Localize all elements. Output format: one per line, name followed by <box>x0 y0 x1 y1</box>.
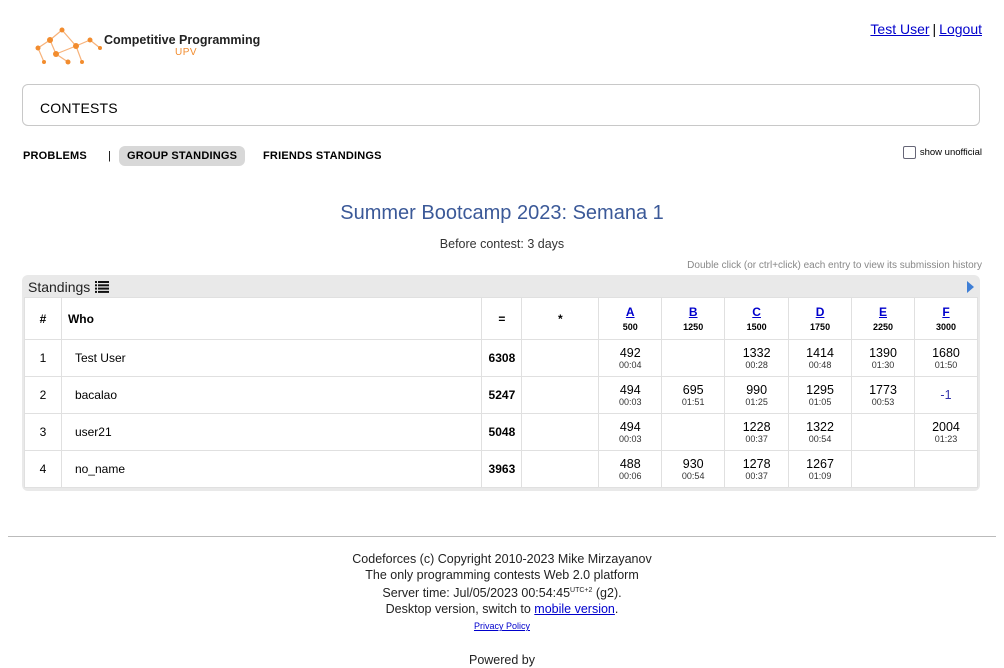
standings-hint: Double click (or ctrl+click) each entry to view its submission history <box>687 260 982 271</box>
problem-result-cell[interactable] <box>914 414 977 451</box>
total-score: 5247 <box>482 377 522 414</box>
main-menu <box>22 84 980 126</box>
result-time: 00:04 <box>618 359 642 370</box>
tab-friends-standings[interactable]: FRIENDS STANDINGS <box>263 150 382 162</box>
result-value: 1267 <box>806 456 834 471</box>
result-value: 1228 <box>742 419 771 434</box>
tab-separator: | <box>108 150 111 162</box>
result-time: 00:54 <box>681 470 705 481</box>
user-profile-link[interactable]: Test User <box>870 21 930 37</box>
problem-result-cell[interactable] <box>725 414 789 451</box>
result-value: 1390 <box>869 345 897 360</box>
header-problem-c <box>725 298 789 340</box>
server-node: (g2). <box>592 586 622 601</box>
problem-result-cell[interactable] <box>789 340 852 377</box>
problem-result-cell[interactable] <box>662 414 725 451</box>
standings-frame <box>22 275 980 491</box>
server-timezone: UTC+2 <box>570 587 593 594</box>
result-value: 1773 <box>869 382 897 397</box>
rank-cell: 4 <box>25 451 62 488</box>
participant-name[interactable]: bacalao <box>61 377 481 414</box>
problem-link-d[interactable]: D <box>815 305 825 319</box>
problem-result-cell[interactable] <box>789 451 852 488</box>
result-value: 494 <box>619 382 641 397</box>
footer-desktop-version <box>0 601 1004 617</box>
participant-name[interactable]: no_name <box>61 451 481 488</box>
show-unofficial-toggle[interactable] <box>903 146 982 159</box>
problem-result-cell[interactable] <box>725 340 789 377</box>
logo-title: Competitive Programming <box>104 33 261 47</box>
problem-points: 2250 <box>872 322 894 332</box>
problem-link-a[interactable]: A <box>625 305 635 319</box>
result-value: -1 <box>940 388 952 402</box>
footer-server-time <box>0 583 1004 601</box>
rank-cell: 3 <box>25 414 62 451</box>
table-row[interactable] <box>25 340 978 377</box>
problem-points: 1250 <box>683 322 704 332</box>
header-problem-d <box>789 298 852 340</box>
menu-item-contests[interactable]: CONTESTS <box>40 100 118 116</box>
total-score: 5048 <box>482 414 522 451</box>
logo-graph-icon <box>32 26 104 68</box>
result-time: 00:48 <box>808 359 832 370</box>
problem-result-cell[interactable] <box>725 377 789 414</box>
tab-group-standings[interactable]: GROUP STANDINGS <box>119 146 245 166</box>
footer-copyright: Codeforces (c) Copyright 2010-2023 Mike Mirzayanov <box>352 552 652 566</box>
standings-table <box>24 297 978 488</box>
result-time: 00:37 <box>745 433 768 444</box>
problem-points: 1500 <box>746 322 767 332</box>
problem-result-cell[interactable] <box>725 451 789 488</box>
problem-result-cell[interactable] <box>662 377 725 414</box>
result-value: 1680 <box>932 345 960 360</box>
problem-link-c[interactable]: C <box>752 305 761 319</box>
mobile-version-link[interactable]: mobile version <box>534 602 615 617</box>
footer-divider <box>8 536 996 537</box>
problem-result-cell[interactable] <box>599 414 662 451</box>
problem-result-cell[interactable] <box>789 414 852 451</box>
desktop-version-text: Desktop version, switch to <box>385 602 535 617</box>
rank-cell: 2 <box>25 377 62 414</box>
result-value: 2004 <box>932 419 960 434</box>
problem-link-b[interactable]: B <box>688 305 698 319</box>
logout-link[interactable]: Logout <box>939 21 982 37</box>
result-time: 00:37 <box>745 470 768 481</box>
result-time: 01:51 <box>681 396 705 407</box>
table-row[interactable] <box>25 451 978 488</box>
problem-result-cell[interactable] <box>914 340 977 377</box>
total-score: 6308 <box>482 340 522 377</box>
header-problem-f <box>914 298 977 340</box>
problem-result-cell[interactable] <box>852 414 915 451</box>
result-time: 00:28 <box>745 359 768 370</box>
list-icon[interactable] <box>95 281 109 293</box>
header-problem-a <box>599 298 662 340</box>
result-time: 01:50 <box>934 359 958 370</box>
user-separator: | <box>932 21 937 37</box>
footer-powered-by: Powered by <box>468 653 535 668</box>
header-who: Who <box>61 298 481 340</box>
problem-points: 500 <box>622 322 638 332</box>
result-time: 00:03 <box>618 433 642 444</box>
total-score: 3963 <box>482 451 522 488</box>
standings-title <box>28 279 109 295</box>
result-value: 1332 <box>742 345 771 360</box>
tab-problems[interactable]: PROBLEMS <box>23 150 87 162</box>
problem-link-f[interactable]: F <box>942 305 950 319</box>
problem-result-cell[interactable] <box>852 377 915 414</box>
problem-result-cell[interactable] <box>914 377 977 414</box>
result-time: 00:54 <box>808 433 832 444</box>
header-problem-e <box>852 298 915 340</box>
show-unofficial-label: show unofficial <box>919 147 982 158</box>
privacy-policy-link[interactable]: Privacy Policy <box>473 621 530 632</box>
rank-cell: 1 <box>25 340 62 377</box>
result-value: 930 <box>682 456 704 471</box>
table-row[interactable] <box>25 414 978 451</box>
header-problem-b <box>662 298 725 340</box>
header-rank: # <box>25 298 62 340</box>
expand-arrow-icon[interactable] <box>967 281 974 293</box>
penalty-cell <box>522 414 599 451</box>
result-value: 1414 <box>806 345 834 360</box>
result-time: 01:30 <box>871 359 895 370</box>
problem-result-cell[interactable] <box>599 377 662 414</box>
result-value: 488 <box>619 456 641 471</box>
problem-result-cell[interactable] <box>662 451 725 488</box>
footer-tagline: The only programming contests Web 2.0 platform <box>365 568 639 582</box>
result-value: 1295 <box>806 382 834 397</box>
problem-result-cell[interactable] <box>852 451 915 488</box>
result-value: 990 <box>746 382 768 397</box>
result-time: 00:53 <box>871 396 895 407</box>
result-time: 01:05 <box>808 396 832 407</box>
result-value: 492 <box>619 345 641 360</box>
result-time: 01:25 <box>745 396 768 407</box>
problem-points: 3000 <box>935 322 956 332</box>
logo-subtitle: UPV <box>175 47 198 58</box>
result-time: 00:06 <box>618 470 642 481</box>
penalty-cell <box>522 340 599 377</box>
desktop-version-suffix: . <box>614 602 619 617</box>
participant-name[interactable]: user21 <box>61 414 481 451</box>
result-time: 01:23 <box>934 433 958 444</box>
standings-title-label: Standings <box>28 279 91 295</box>
problem-result-cell[interactable] <box>662 340 725 377</box>
problem-result-cell[interactable] <box>914 451 977 488</box>
contest-title: Summer Bootcamp 2023: Semana 1 <box>340 202 664 224</box>
problem-result-cell[interactable] <box>599 451 662 488</box>
show-unofficial-checkbox[interactable] <box>903 146 916 159</box>
server-time-text: Server time: Jul/05/2023 00:54:45 <box>382 586 571 601</box>
problem-points: 1750 <box>810 322 831 332</box>
problem-result-cell[interactable] <box>599 340 662 377</box>
result-time: 01:09 <box>808 470 832 481</box>
result-value: 1278 <box>742 456 771 471</box>
result-value: 695 <box>682 382 704 397</box>
before-contest-status: Before contest: 3 days <box>439 237 565 251</box>
header-score: = <box>482 298 522 340</box>
problem-link-e[interactable]: E <box>878 305 887 319</box>
penalty-cell <box>522 451 599 488</box>
result-value: 494 <box>619 419 641 434</box>
header-penalty: * <box>522 298 599 340</box>
result-time: 00:03 <box>618 396 642 407</box>
participant-name[interactable]: Test User <box>61 340 481 377</box>
problem-result-cell[interactable] <box>789 377 852 414</box>
result-value: 1322 <box>806 419 834 434</box>
penalty-cell <box>522 377 599 414</box>
problem-result-cell[interactable] <box>852 340 915 377</box>
footer <box>0 551 1004 668</box>
table-row[interactable] <box>25 377 978 414</box>
user-box <box>870 21 982 37</box>
